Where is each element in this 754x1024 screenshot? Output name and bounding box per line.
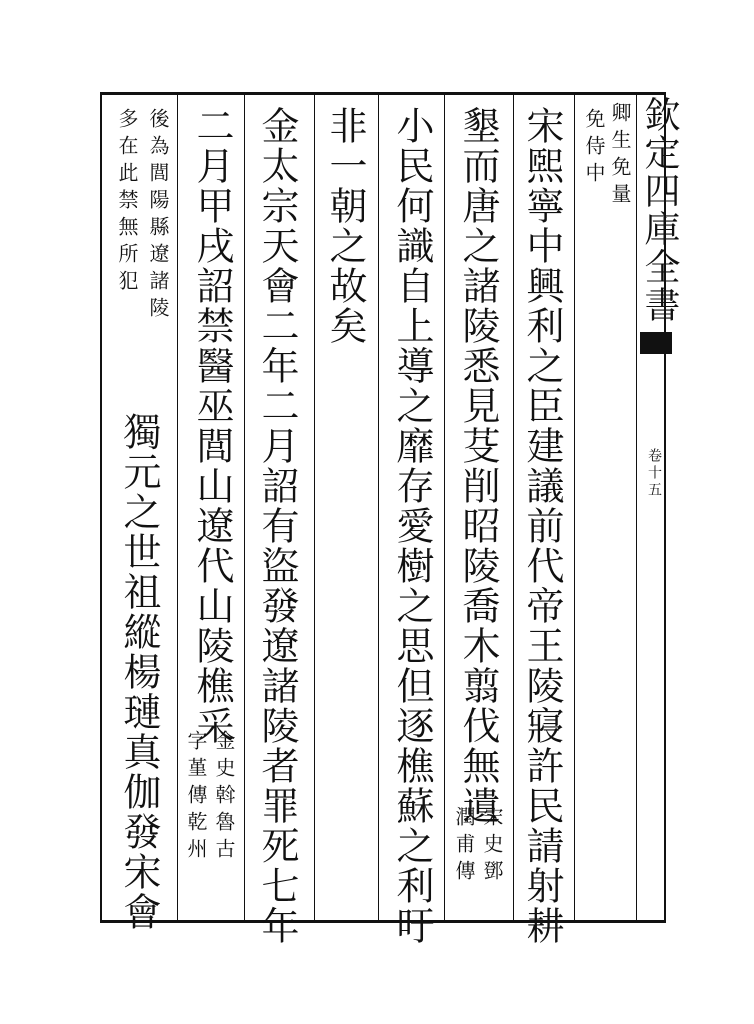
- column-divider: [378, 95, 379, 920]
- annotation: 宋史鄧: [480, 806, 504, 887]
- text-column: 宋煕寧中興利之臣建議前代帝王陵寢許民請射耕: [520, 106, 564, 946]
- book-title: 欽定四庫全書: [639, 96, 680, 324]
- column-divider: [574, 95, 575, 920]
- frame-bottom-rule: [100, 920, 666, 923]
- note-column: 免侍中: [582, 108, 606, 189]
- text-column: 小民何識自上導之靡存愛樹之思但逐樵蘇之利吁: [390, 106, 434, 946]
- column-divider: [444, 95, 445, 920]
- column-divider: [244, 95, 245, 920]
- column-divider: [513, 95, 514, 920]
- note-column: 後為閭陽縣遼諸陵: [146, 108, 170, 324]
- note-column: 多在此禁無所犯: [115, 108, 139, 297]
- text-column: 二月甲戌詔禁醫巫閭山遼代山陵樵采: [190, 106, 234, 746]
- fold-rule: [636, 92, 637, 923]
- column-divider: [177, 95, 178, 920]
- fold-mark: [640, 332, 672, 354]
- frame-top-rule: [100, 92, 666, 95]
- note-column: 卿生免量: [608, 102, 632, 210]
- annotation: 潤甫傳: [452, 806, 476, 887]
- text-column: 金太宗天會二年二月詔有盜發遼諸陵者罪死七年: [255, 106, 299, 946]
- column-divider: [314, 95, 315, 920]
- annotation: 字堇傳乾州: [184, 730, 208, 865]
- text-column: 非一朝之故矣: [323, 106, 367, 346]
- text-column: 獨元之世祖縱楊璉真伽發宋會: [117, 412, 161, 932]
- frame-left-rule: [100, 92, 102, 923]
- text-column: 墾而唐之諸陵悉見芟削昭陵喬木翦伐無遺: [456, 106, 500, 826]
- annotation: 金史斡魯古: [212, 730, 236, 865]
- volume-number: 卷十五: [646, 448, 662, 499]
